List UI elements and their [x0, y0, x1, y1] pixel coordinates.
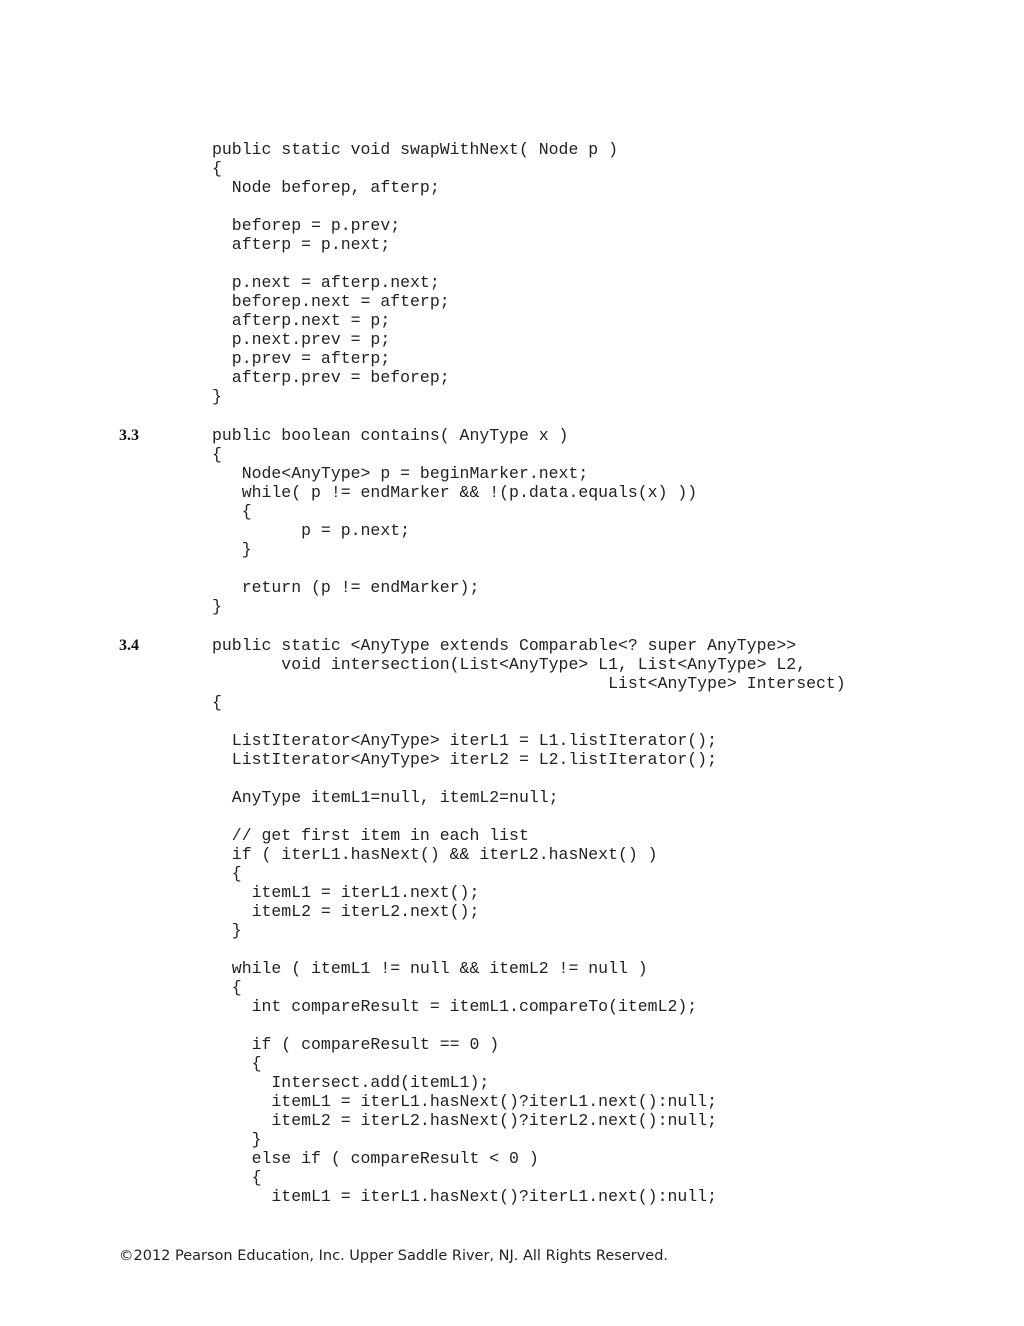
- section-number-3-4: 3.4: [119, 637, 139, 654]
- code-contains: public boolean contains( AnyType x ) { Node<AnyType> p = beginMarker.next; while( p != endMarker && !(p.data.equals(x) )) { p = p.next; } return (p != endMarker); }: [212, 426, 698, 616]
- section-number-3-3: 3.3: [119, 427, 139, 444]
- code-intersection: public static <AnyType extends Comparable<? super AnyType>> void intersection(List<AnyType> L1, List<AnyType> L2, List<AnyType> Intersect) { ListIterator<AnyType> iterL1 = L1.listIterator(); ListIterator<AnyType> iterL2 = L2.listIterator(); AnyType itemL1=null, itemL2=null; // get first item in each list if ( iterL1.hasNext() && iterL2.hasNext() ) { itemL1 = iterL1.next(); itemL2 = iterL2.next(); } while ( itemL1 != null && itemL2 != null ) { int compareResult = itemL1.compareTo(itemL2); if ( compareResult == 0 ) { Intersect.add(itemL1); itemL1 = iterL1.hasNext()?iterL1.next():null; itemL2 = iterL2.hasNext()?iterL2.next():null; } else if ( compareResult < 0 ) { itemL1 = iterL1.hasNext()?iterL1.next():null;: [212, 636, 846, 1206]
- copyright-footer: ©2012 Pearson Education, Inc. Upper Saddle River, NJ. All Rights Reserved.: [119, 1248, 669, 1264]
- code-swap-with-next: public static void swapWithNext( Node p ) { Node beforep, afterp; beforep = p.prev; afterp = p.next; p.next = afterp.next; beforep.next = afterp; afterp.next = p; p.next.prev = p; p.prev = afterp; afterp.prev = beforep; }: [212, 140, 618, 406]
